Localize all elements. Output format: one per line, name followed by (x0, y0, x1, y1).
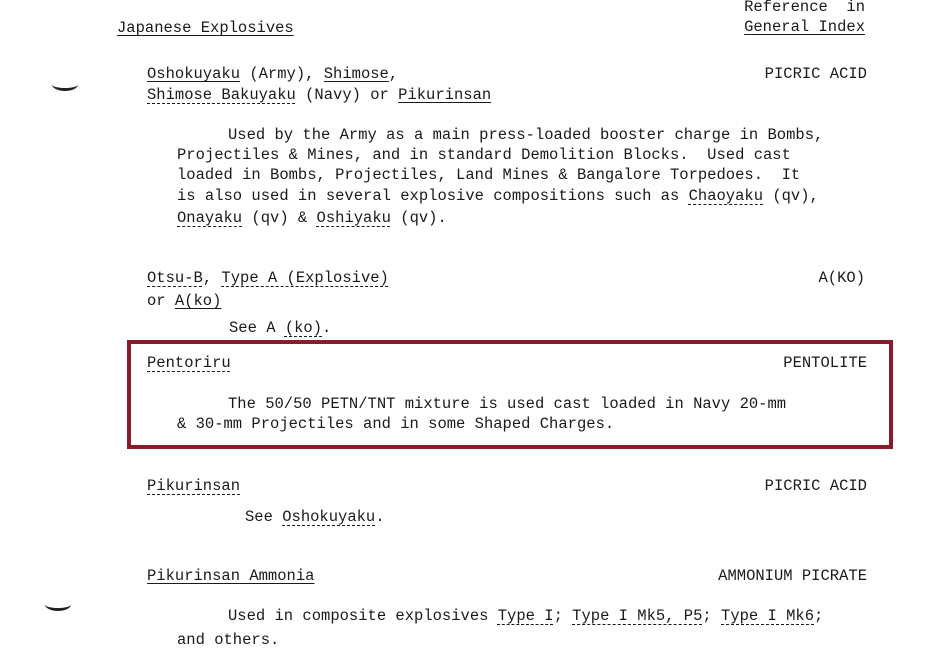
reference-header-line1: Reference in (744, 0, 865, 16)
entry-reference: A(KO) (818, 269, 865, 287)
reference-header-line2: General Index (744, 18, 865, 36)
entry-body-line: and others. (177, 631, 280, 649)
entry-body-line: loaded in Bombs, Projectiles, Land Mines & Bangalore Torpedoes. It (177, 166, 801, 184)
entry-heading: Shimose Bakuyaku (Navy) or Pikurinsan (147, 86, 492, 104)
entry-heading: Pikurinsan Ammonia (147, 567, 315, 585)
see-reference: See Oshokuyaku. (245, 508, 385, 526)
entry-body-line: & 30-mm Projectiles and in some Shaped Charges. (177, 415, 615, 433)
entry-body-line: The 50/50 PETN/TNT mixture is used cast loaded in Navy 20-mm (228, 395, 787, 413)
page-title: Japanese Explosives (117, 19, 294, 37)
entry-heading: Pentoriru (147, 354, 231, 372)
entry-heading: Oshokuyaku (Army), Shimose, (147, 65, 399, 83)
entry-heading: or A(ko) (147, 292, 222, 310)
entry-body-line: Used by the Army as a main press-loaded booster charge in Bombs, (228, 126, 824, 144)
entry-body-line: Onayaku (qv) & Oshiyaku (qv). (177, 209, 447, 227)
punch-hole-mark (45, 598, 71, 611)
entry-reference: PICRIC ACID (764, 65, 867, 83)
entry-body-line: is also used in several explosive compositions such as Chaoyaku (qv), (177, 187, 819, 205)
entry-body-line: Used in composite explosives Type I; Type I Mk5, P5; Type I Mk6; (228, 607, 824, 625)
see-reference: See A (ko). (229, 319, 332, 337)
entry-heading: Otsu-B, Type A (Explosive) (147, 269, 389, 287)
entry-heading: Pikurinsan (147, 477, 241, 495)
entry-reference: PENTOLITE (783, 354, 867, 372)
entry-reference: AMMONIUM PICRATE (718, 567, 867, 585)
entry-body-line: Projectiles & Mines, and in standard Demolition Blocks. Used cast (177, 146, 791, 164)
punch-hole-mark (52, 78, 78, 91)
entry-reference: PICRIC ACID (764, 477, 867, 495)
